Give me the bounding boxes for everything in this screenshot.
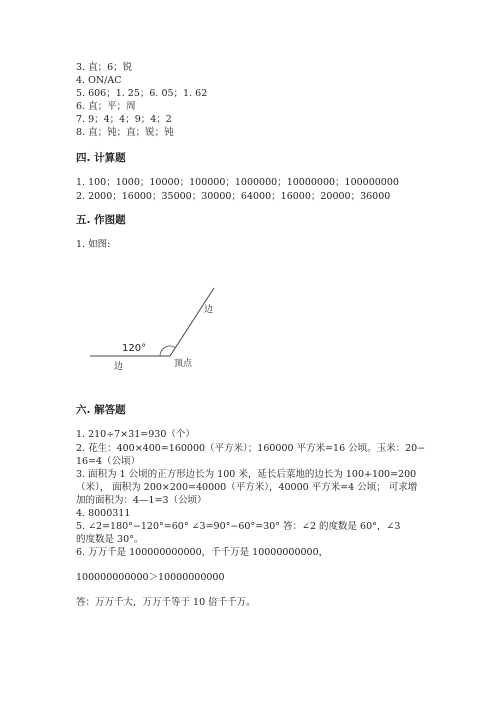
section-heading-calculation: 四. 计算题 bbox=[76, 152, 126, 164]
answer-line-5: 5. 606；1. 25；6. 05；1. 62 bbox=[76, 88, 208, 99]
calculation-line-2: 2. 2000；16000；35000；30000；64000；16000；20000；36000 bbox=[76, 191, 391, 202]
section-heading-problems: 六. 解答题 bbox=[76, 404, 126, 416]
answer-line-7: 7. 9；4；4；9；4；2 bbox=[76, 114, 172, 125]
problem-line: 加的面积为：4—1=3（公顷） bbox=[76, 495, 207, 506]
problem-line: 的度数是 30°。 bbox=[76, 534, 144, 545]
problem-line: 3. 面积为 1 公顷的正方形边长为 100 米，延长后菜地的边长为 100+100=200 bbox=[76, 469, 417, 480]
answer-line-3: 3. 直；6；锐 bbox=[76, 62, 133, 73]
problem-line: 5. ∠2=180°−120°=60° ∠3=90°−60°=30° 答：∠2 的度数是 60°，∠3 bbox=[76, 521, 401, 532]
answer-line-8: 8. 直；钝；直；锐；钝 bbox=[76, 127, 174, 138]
section-heading-drawing: 五. 作图题 bbox=[76, 214, 126, 226]
slanted-side-line bbox=[170, 288, 214, 356]
problem-line: 4. 8000311 bbox=[76, 508, 131, 519]
problem-line: 2. 花生：400×400=160000（平方米）；160000 平方米=16 公顷。玉米：20− bbox=[76, 443, 426, 454]
answer-line-4: 4. ON/AC bbox=[76, 75, 122, 86]
problem-line: 6. 万万千是 100000000000，千千万是 10000000000， bbox=[76, 547, 329, 558]
vertex-label: 顶点 bbox=[174, 359, 193, 369]
comparison-line: 100000000000＞10000000000 bbox=[76, 572, 225, 583]
angle-figure bbox=[80, 280, 240, 380]
drawing-intro: 1. 如图: bbox=[76, 239, 111, 250]
problem-line: 1. 210÷7×31=930（个） bbox=[76, 429, 195, 440]
problem-line: 16=4（公顷） bbox=[76, 456, 141, 467]
calculation-line-1: 1. 100；1000；10000；100000；1000000；10000000；100000000 bbox=[76, 177, 399, 188]
answer-line-6: 6. 直；平；周 bbox=[76, 101, 136, 112]
final-answer: 答：万万千大，万万千等于 10 倍千千万。 bbox=[76, 597, 256, 608]
side-label-bottom: 边 bbox=[114, 362, 124, 372]
side-label-top: 边 bbox=[204, 305, 214, 315]
angle-label: 120° bbox=[122, 343, 147, 354]
problem-line: （米）， 面积为 200×200=40000（平方米），40000 平方米=4 公顷； 可求增 bbox=[76, 482, 418, 493]
